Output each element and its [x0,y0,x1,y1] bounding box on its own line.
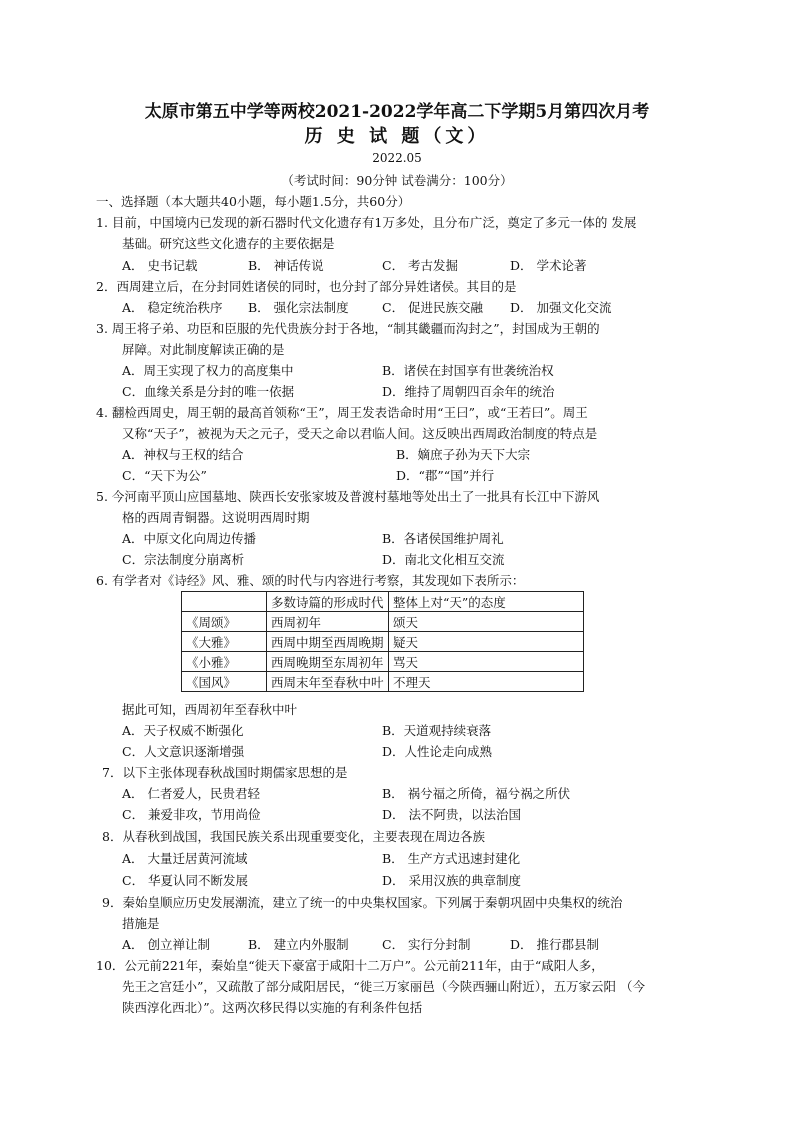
table-cell: 《大雅》 [182,632,267,652]
q3-option-d: D．维持了周朝四百余年的统治 [382,384,555,399]
q6-line1: 6. 有学者对《诗经》风、雅、颂的时代与内容进行考察，其发现如下表所示： [96,573,525,588]
q9-option-b: B． 建立内外服制 [248,937,349,952]
q3-option-b: B．诸侯在封国享有世袭统治权 [382,363,554,378]
q3-line2: 屏障。对此制度解读正确的是 [122,342,285,357]
q9-option-c: C． 实行分封制 [382,937,471,952]
table-cell: 《周颂》 [182,612,267,632]
q6-after: 据此可知，西周初年至春秋中叶 [122,702,298,717]
q6-option-d: D．人性论走向成熟 [382,744,493,759]
q4-option-d: D．“郡”“国”并行 [396,468,495,483]
q8-option-c: C． 华夏认同不断发展 [122,873,249,888]
table-cell: 西周末年至春秋中叶 [267,672,389,692]
q3-option-a: A．周王实现了权力的高度集中 [122,363,294,378]
table-cell: 西周中期至西周晚期 [267,632,389,652]
q4-option-c: C．“天下为公” [122,468,207,483]
table-header-row [182,592,584,612]
q7-option-a: A． 仁者爱人，民贵君轻 [122,786,261,801]
q1-line2: 基础。研究这些文化遗存的主要依据是 [122,236,335,251]
q8-option-a: A． 大量迁居黄河流域 [122,851,248,866]
q5-line2: 格的西周青铜器。这说明西周时期 [122,510,310,525]
q5-option-b: B．各诸侯国维护周礼 [382,531,504,546]
exam-note: （考试时间：90分钟 试卷满分：100分） [281,173,513,188]
q5-option-c: C．宗法制度分崩离析 [122,552,245,567]
q1-line1: 1. 目前，中国境内已发现的新石器时代文化遗存有1万多处，且分布广泛，奠定了多元一体的 发展 [96,215,637,230]
q1-option-d: D． 学术论著 [510,258,587,273]
q3-option-c: C．血缘关系是分封的唯一依据 [122,384,295,399]
exam-title: 太原市第五中学等两校2021-2022学年高二下学期5月第四次月考 [144,102,650,122]
table-cell: 不理天 [389,672,584,692]
table-row [182,672,584,692]
q7-option-c: C． 兼爱非攻，节用尚俭 [122,807,261,822]
table-cell: 《国风》 [182,672,267,692]
section-heading: 一、选择题（本大题共40小题，每小题1.5分，共60分） [96,194,411,209]
q5-option-d: D．南北文化相互交流 [382,552,505,567]
q7-option-d: D． 法不阿贵，以法治国 [382,807,521,822]
q9-line2: 措施是 [122,916,160,931]
q1-option-b: B． 神话传说 [248,258,324,273]
q1-option-c: C． 考古发掘 [382,258,459,273]
table-header-cell: 整体上对“天”的态度 [389,592,584,612]
poetry-table [181,591,584,692]
q8-line1: 8．从春秋到战国，我国民族关系出现重要变化，主要表现在周边各族 [102,829,485,844]
q2-option-d: D． 加强文化交流 [510,300,612,315]
q6-option-c: C．人文意识逐渐增强 [122,744,245,759]
q4-line2: 又称“天子”，被视为天之元子，受天之命以君临人间。这反映出西周政治制度的特点是 [122,426,598,441]
table-cell: 西周晚期至东周初年 [267,652,389,672]
q6-option-a: A．天子权威不断强化 [122,723,244,738]
table-cell: 颂天 [389,612,584,632]
q2-option-b: B． 强化宗法制度 [248,300,349,315]
table-cell: 疑天 [389,632,584,652]
table-cell: 《小雅》 [182,652,267,672]
q10-line2: 先王之宫廷小”，又疏散了部分咸阳居民，“徙三万家丽邑（今陕西骊山附近），五万家云阳 （今 [122,979,646,994]
table-row [182,652,584,672]
q9-option-a: A． 创立禅让制 [122,937,211,952]
q9-line1: 9．秦始皇顺应历史发展潮流，建立了统一的中央集权国家。下列属于秦朝巩固中央集权的统治 [102,895,623,910]
exam-subtitle: 历 史 试 题（文） [304,126,490,147]
table-header-cell [182,592,267,612]
q8-option-b: B． 生产方式迅速封建化 [382,851,521,866]
q4-option-a: A．神权与王权的结合 [122,447,244,462]
table-row [182,612,584,632]
q3-line1: 3. 周王将子弟、功臣和臣服的先代贵族分封于各地，“制其畿疆而沟封之”，封国成为王朝的 [96,321,600,336]
q5-option-a: A．中原文化向周边传播 [122,531,257,546]
table-row [182,632,584,652]
q4-option-b: B．嫡庶子孙为天下大宗 [396,447,531,462]
q8-option-d: D． 采用汉族的典章制度 [382,873,521,888]
q10-line1: 10．公元前221年，秦始皇“徙天下豪富于咸阳十二万户”。公元前211年，由于“咸阳人多， [96,958,604,973]
q10-line3: 陕西淳化西北）”。这两次移民得以实施的有利条件包括 [122,1000,423,1015]
q1-option-a: A． 史书记载 [122,258,198,273]
q2-line1: 2．西周建立后，在分封同姓诸侯的同时，也分封了部分异姓诸侯。其目的是 [96,279,517,294]
q4-line1: 4. 翻检西周史，周王朝的最高首领称“王”，周王发表诰命时用“王曰”，或“王若曰”。周王 [96,405,588,420]
q9-option-d: D． 推行郡县制 [510,937,599,952]
q5-line1: 5. 今河南平顶山应国墓地、陕西长安张家坡及普渡村墓地等处出土了一批具有长江中下游风 [96,489,600,504]
q7-option-b: B． 祸兮福之所倚，福兮祸之所伏 [382,786,571,801]
q2-option-a: A． 稳定统治秩序 [122,300,223,315]
q7-line1: 7．以下主张体现春秋战国时期儒家思想的是 [102,765,348,780]
q6-option-b: B．天道观持续衰落 [382,723,492,738]
exam-date: 2022.05 [372,151,422,165]
table-header-cell: 多数诗篇的形成时代 [267,592,389,612]
table-cell: 西周初年 [267,612,389,632]
table-cell: 骂天 [389,652,584,672]
q2-option-c: C． 促进民族交融 [382,300,484,315]
